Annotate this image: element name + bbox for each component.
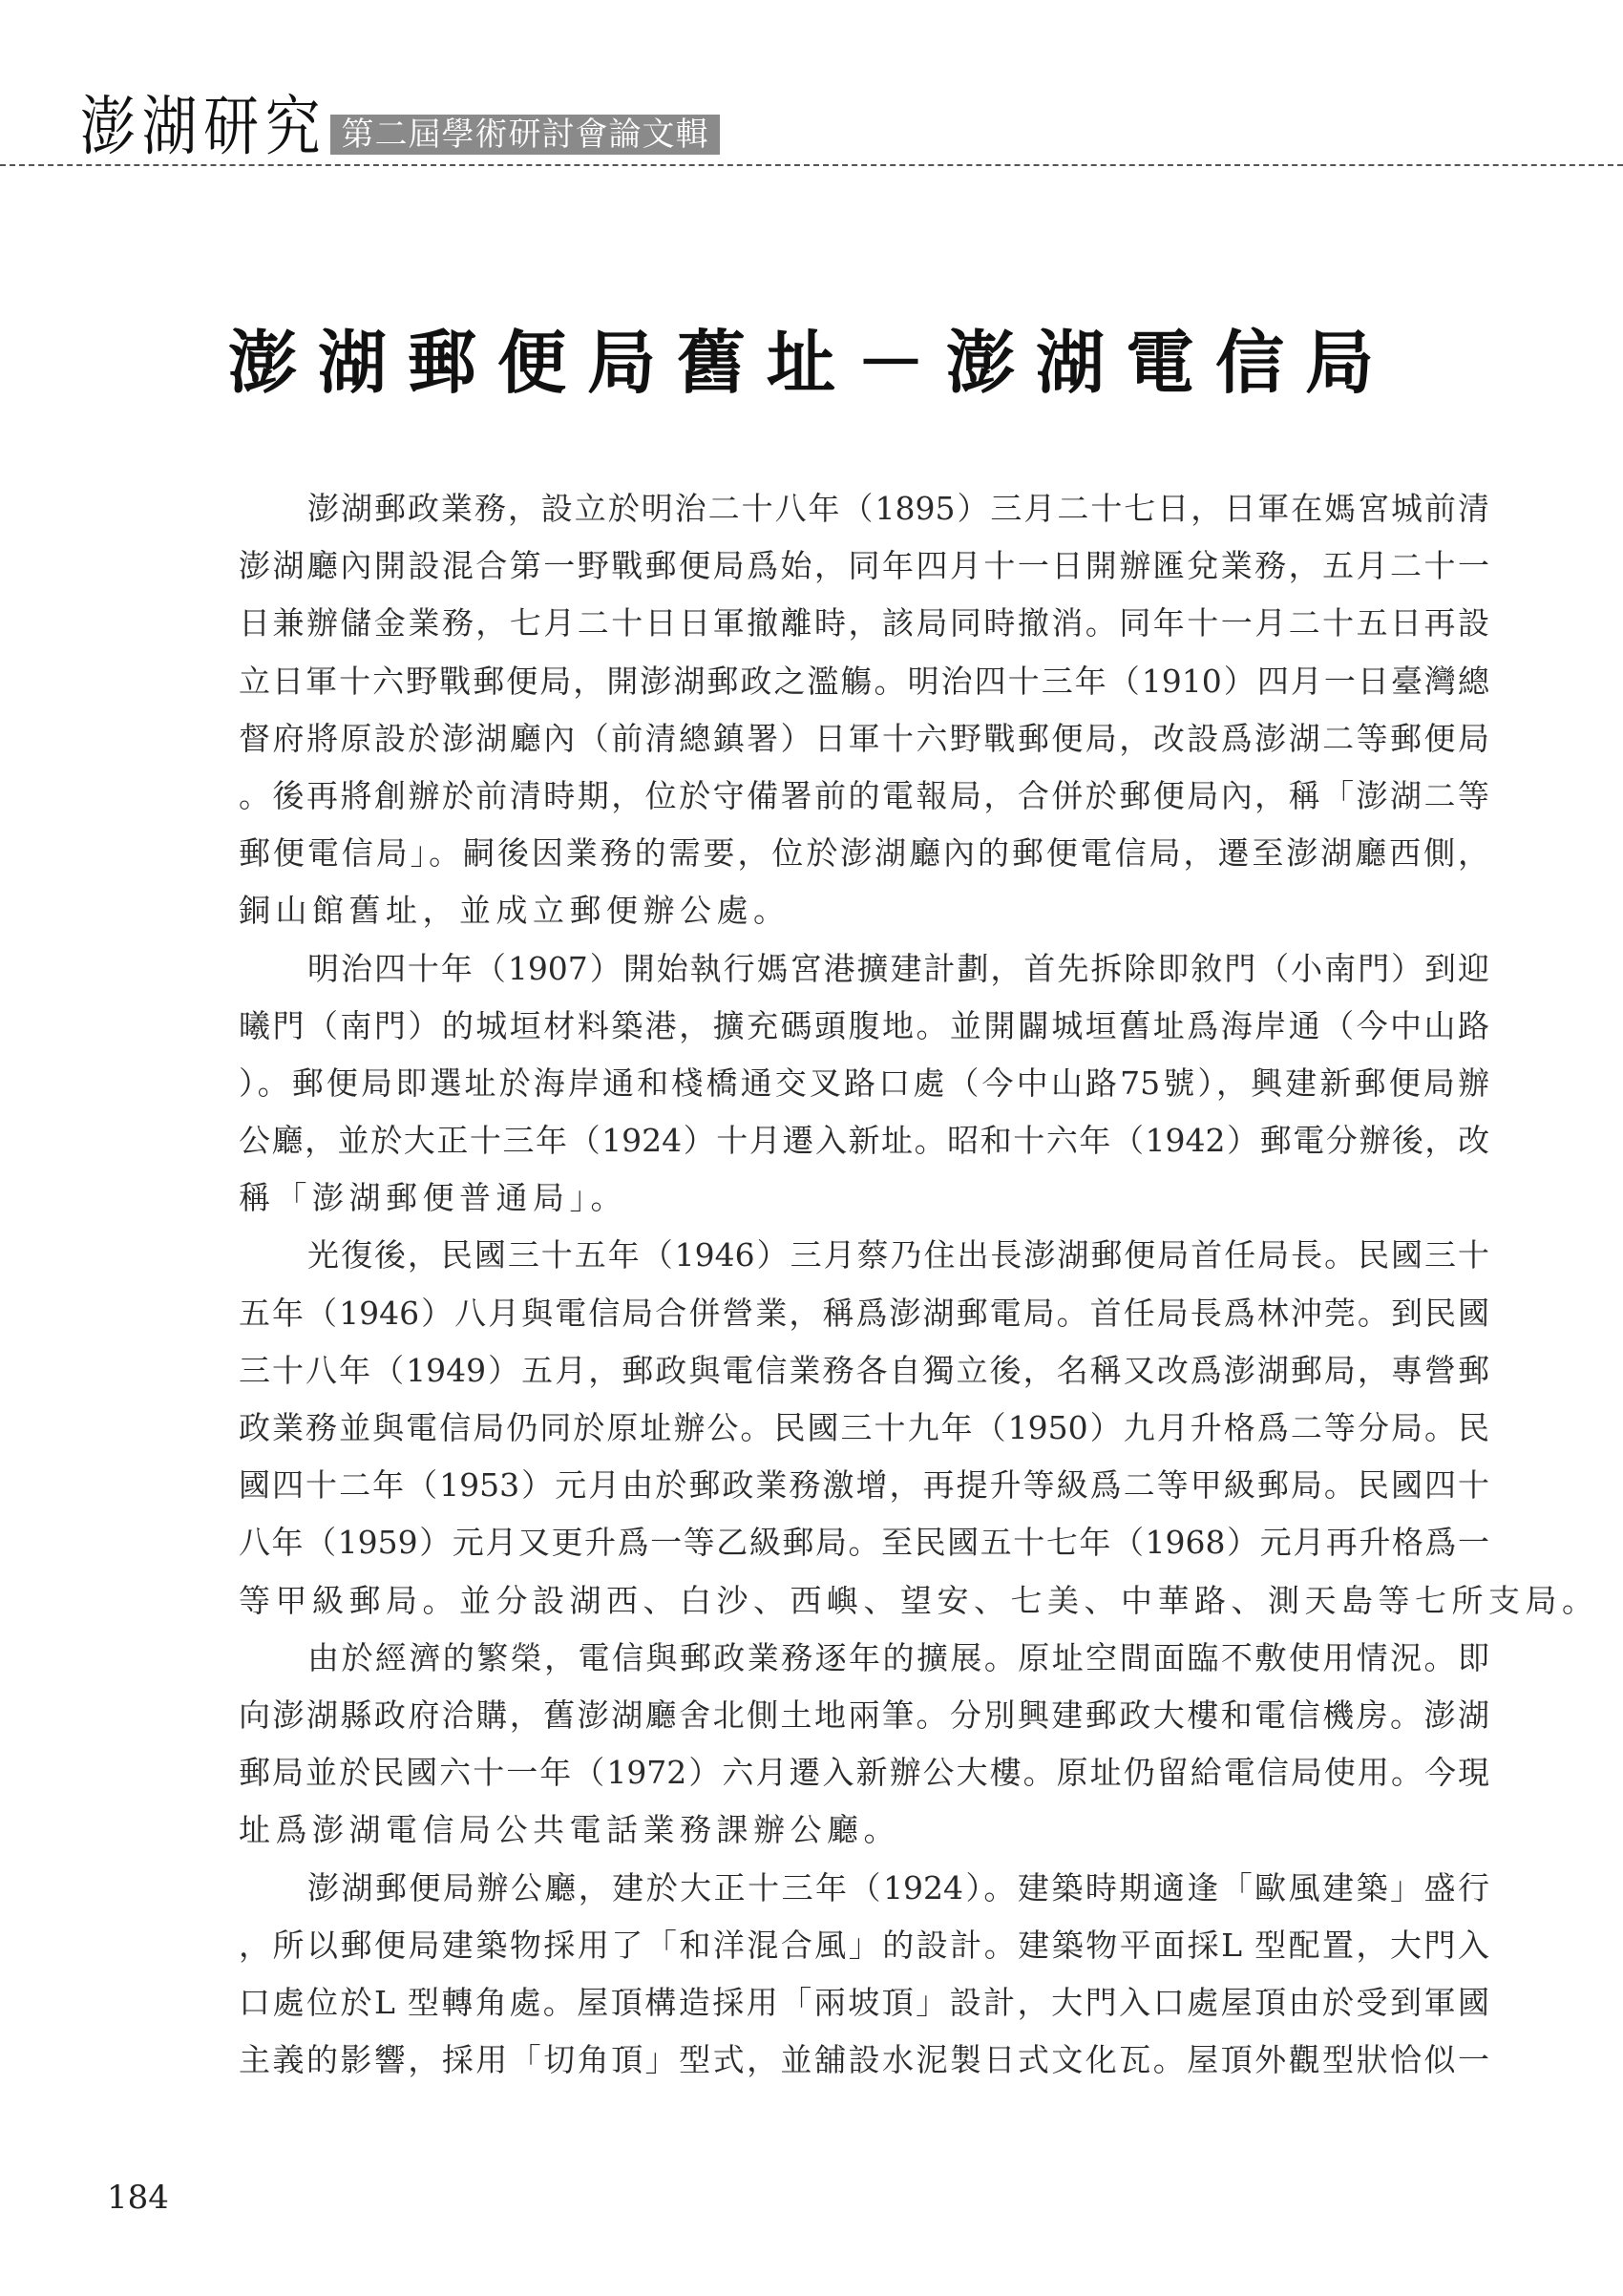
text-line: 澎湖郵政業務，設立於明治二十八年（1895）三月二十七日，日軍在媽宮城前清 bbox=[307, 490, 1489, 527]
paragraph bbox=[239, 480, 1489, 940]
paragraph bbox=[239, 1227, 1599, 1629]
journal-title: 澎湖研究 bbox=[80, 90, 327, 165]
text-line: 明治四十年（1907）開始執行媽宮港擴建計劃，首先拆除即敘門（小南門）到迎 bbox=[307, 949, 1489, 987]
article-body bbox=[239, 480, 1599, 2089]
text-line: 五年（1946）八月與電信局合併營業，稱爲澎湖郵電局。首任局長爲林沖莞。到民國 bbox=[239, 1294, 1489, 1332]
text-line: 八年（1959）元月又更升爲一等乙級郵局。至民國五十七年（1968）元月再升格爲一 bbox=[239, 1524, 1489, 1562]
text-line: 澎湖郵便局辦公廳，建於大正十三年（1924）。建築時期適逢「歐風建築」盛行 bbox=[307, 1868, 1489, 1906]
text-line: 主義的影響，採用「切角頂」型式，並舖設水泥製日式文化瓦。屋頂外觀型狀恰似一 bbox=[239, 2041, 1489, 2079]
paragraph bbox=[239, 1630, 1489, 1860]
text-line: 銅山館舊址，並成立郵便辦公處。 bbox=[239, 892, 790, 930]
page-number: 184 bbox=[107, 2179, 169, 2217]
text-line: 郵局並於民國六十一年（1972）六月遷入新辦公大樓。原址仍留給電信局使用。今現 bbox=[239, 1754, 1489, 1792]
text-line: 公廳，並於大正十三年（1924）十月遷入新址。昭和十六年（1942）郵電分辦後，改 bbox=[239, 1122, 1489, 1160]
text-line: 向澎湖縣政府洽購，舊澎湖廳舍北側土地兩筆。分別興建郵政大樓和電信機房。澎湖 bbox=[239, 1696, 1489, 1734]
text-line: 由於經濟的繁榮，電信與郵政業務逐年的擴展。原址空間面臨不敷使用情況。即 bbox=[307, 1638, 1489, 1676]
text-line: 曦門（南門）的城垣材料築港，擴充碼頭腹地。並開闢城垣舊址爲海岸通（今中山路 bbox=[239, 1006, 1489, 1044]
text-line: 。後再將創辦於前清時期，位於守備署前的電報局，合併於郵便局內，稱「澎湖二等 bbox=[239, 776, 1489, 814]
paragraph bbox=[239, 1860, 1489, 2090]
text-line: 口處位於L 型轉角處。屋頂構造採用「兩坡頂」設計，大門入口處屋頂由於受到軍國 bbox=[239, 1983, 1489, 2021]
paragraph bbox=[239, 940, 1489, 1228]
text-line: ）。郵便局即選址於海岸通和棧橋通交叉路口處（今中山路75號），興建新郵便局辦 bbox=[239, 1064, 1489, 1102]
text-line: 日兼辦儲金業務，七月二十日日軍撤離時，該局同時撤消。同年十一月二十五日再設 bbox=[239, 604, 1489, 642]
text-line: 督府將原設於澎湖廳內（前清總鎮署）日軍十六野戰郵便局，改設爲澎湖二等郵便局 bbox=[239, 719, 1489, 757]
text-line: 立日軍十六野戰郵便局，開澎湖郵政之濫觴。明治四十三年（1910）四月一日臺灣總 bbox=[239, 662, 1489, 700]
text-line: 稱「澎湖郵便普通局」。 bbox=[239, 1179, 627, 1217]
article-title: 澎湖郵便局舊址－澎湖電信局 bbox=[227, 322, 1395, 403]
text-line: ，所以郵便局建築物採用了「和洋混合風」的設計。建築物平面採L 型配置，大門入 bbox=[239, 1926, 1489, 1964]
text-line: 址爲澎湖電信局公共電話業務課辦公廳。 bbox=[239, 1811, 900, 1849]
text-line: 澎湖廳內開設混合第一野戰郵便局爲始，同年四月十一日開辦匯兌業務，五月二十一 bbox=[239, 547, 1489, 585]
text-line: 等甲級郵局。並分設湖西、白沙、西嶼、望安、七美、中華路、測天島等七所支局。 bbox=[239, 1581, 1599, 1619]
text-line: 國四十二年（1953）元月由於郵政業務激增，再提升等級爲二等甲級郵局。民國四十 bbox=[239, 1466, 1489, 1505]
text-line: 三十八年（1949）五月，郵政與電信業務各自獨立後，名稱又改爲澎湖郵局，專營郵 bbox=[239, 1351, 1489, 1389]
header-divider bbox=[0, 164, 1623, 166]
text-line: 政業務並與電信局仍同於原址辦公。民國三十九年（1950）九月升格爲二等分局。民 bbox=[239, 1409, 1489, 1446]
text-line: 光復後，民國三十五年（1946）三月蔡乃住出長澎湖郵便局首任局長。民國三十 bbox=[307, 1236, 1489, 1274]
series-label-badge: 第二屆學術研討會論文輯 bbox=[330, 115, 720, 155]
text-line: 郵便電信局」。嗣後因業務的需要，位於澎湖廳內的郵便電信局，遷至澎湖廳西側， bbox=[239, 834, 1489, 873]
